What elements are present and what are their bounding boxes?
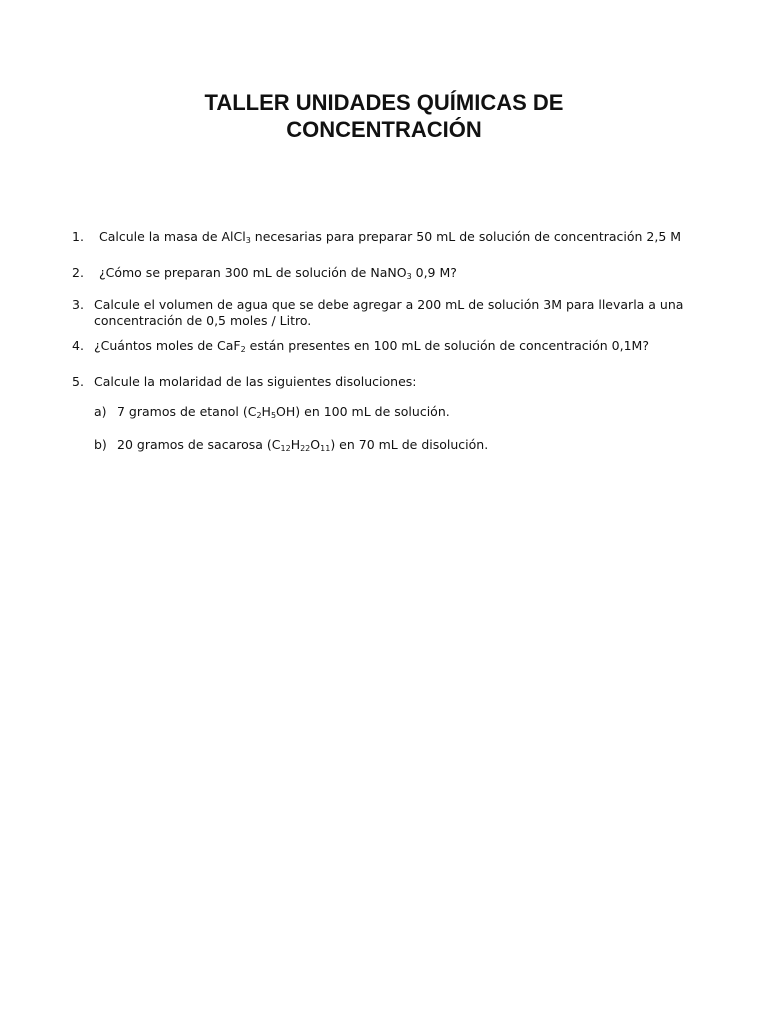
document-title	[0, 89, 768, 143]
subquestion-text: 20 gramos de sacarosa $(C_{12}H_{22}O_{11})$ en 70 mL de disolución.	[117, 437, 489, 453]
question-text: ¿Cuántos moles de CaF$_2$ están presentes en 100 mL de solución de concentración 0,1M?	[94, 338, 649, 354]
question-number: 4.	[72, 338, 84, 353]
title-line-2: CONCENTRACIÓN	[286, 117, 482, 142]
question-text: ¿Cómo se preparan 300 mL de solución de NaNO$_3$ 0,9 M?	[99, 265, 457, 281]
question-text-line-1: Calcule el volumen de agua que se debe agregar a 200 mL de solución 3M para llevarla a una	[94, 297, 684, 312]
subquestion-letter: a)	[94, 404, 107, 419]
question-text: Calcule la masa de AlCl$_3$ necesarias para preparar 50 mL de solución de concentración 2,5 M	[99, 229, 682, 245]
subquestion-text: 7 gramos de etanol $(C_2H_5OH)$ en 100 mL de solución.	[117, 404, 450, 420]
question-number: 1.	[72, 229, 84, 244]
question-number: 5.	[72, 374, 84, 389]
question-text: Calcule la molaridad de las siguientes disoluciones:	[94, 374, 417, 389]
question-text-line-2: concentración de 0,5 moles / Litro.	[94, 313, 312, 328]
title-line-1: TALLER UNIDADES QUÍMICAS DE	[204, 90, 564, 115]
question-number: 2.	[72, 265, 84, 280]
question-number: 3.	[72, 297, 84, 312]
subquestion-letter: b)	[94, 437, 107, 452]
